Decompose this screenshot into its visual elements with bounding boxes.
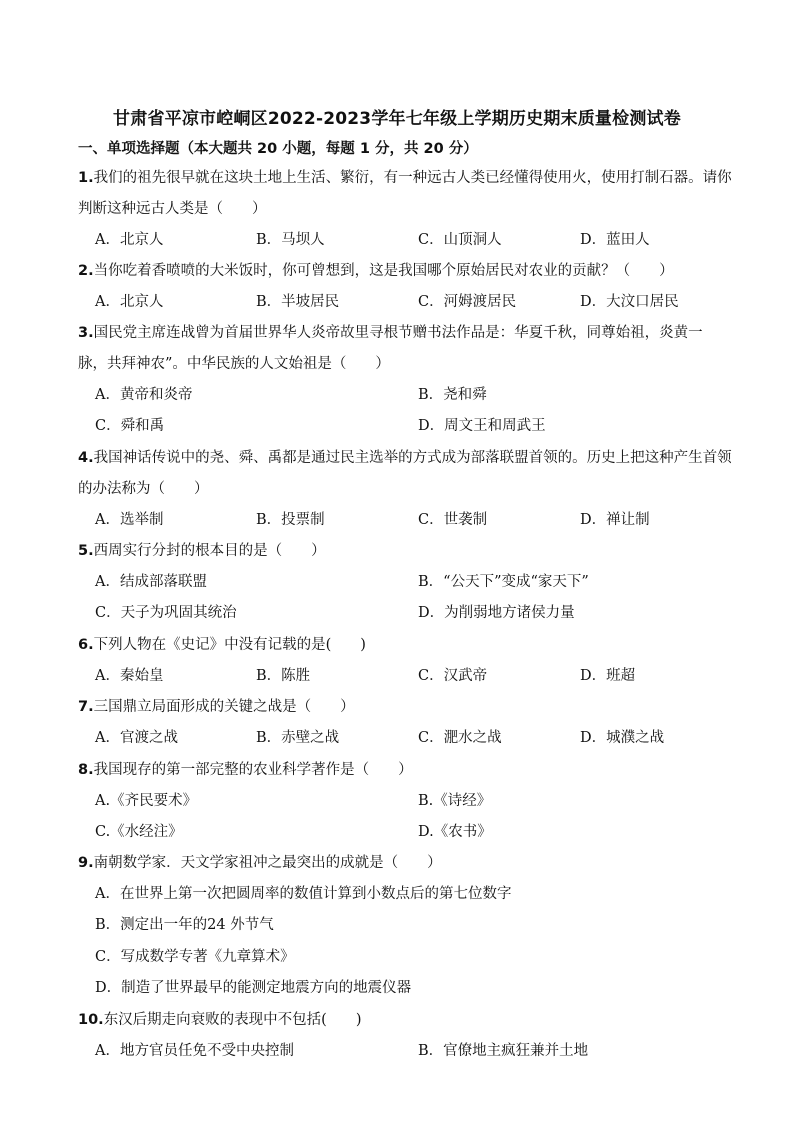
question-text: 国民党主席连战曾为首届世界华人炎帝故里寻根节赠书法作品是：华夏千秋，同尊始祖，炎黄一	[93, 325, 703, 341]
question-text: 我国神话传说中的尧、舜、禹都是通过民主选举的方式成为部落联盟首领的。历史上把这种产生首领	[93, 450, 732, 466]
question-5	[78, 539, 326, 560]
question-number: 6.	[78, 637, 94, 653]
option-a: A．秦始皇	[95, 668, 164, 684]
option-a: A.《齐民要术》	[95, 793, 198, 809]
option-d: D．为削弱地方诸侯力量	[418, 605, 575, 621]
question-text: 我国现存的第一部完整的农业科学著作是（ ）	[93, 762, 413, 778]
option-b: B．半坡居民	[256, 294, 340, 310]
option-d: D．蓝田人	[580, 232, 650, 248]
option-a: A．地方官员任免不受中央控制	[95, 1043, 294, 1059]
option-c: C．舜和禹	[95, 418, 165, 434]
question-text: 南朝数学家．天文学家祖冲之最突出的成就是（ ）	[93, 855, 442, 871]
question-number: 1.	[78, 170, 94, 186]
option-d: D．班超	[580, 668, 636, 684]
question-text-continued: 的办法称为（ ）	[78, 481, 209, 497]
question-8	[78, 758, 413, 779]
question-3	[78, 321, 703, 342]
question-number: 5.	[78, 543, 94, 559]
question-7	[78, 695, 355, 716]
question-text: 当你吃着香喷喷的大米饭时，你可曾想到，这是我国哪个原始居民对农业的贡献？（ ）	[93, 263, 674, 279]
question-number: 9.	[78, 855, 94, 871]
question-text-continued: 脉，共拜神农”。中华民族的人文始祖是（ ）	[78, 356, 390, 372]
option-b: B．测定出一年的24 外节气	[95, 917, 274, 933]
question-number: 7.	[78, 699, 94, 715]
option-a: A．黄帝和炎帝	[95, 387, 193, 403]
section-heading: 一、单项选择题（本大题共 20 小题，每题 1 分，共 20 分）	[78, 141, 478, 157]
option-c: C.《水经注》	[95, 824, 183, 840]
option-c: C．河姆渡居民	[418, 294, 517, 310]
question-text: 西周实行分封的根本目的是（ ）	[93, 543, 326, 559]
option-b: B．“公天下”变成“家天下”	[418, 574, 589, 590]
question-text: 三国鼎立局面形成的关键之战是（ ）	[93, 699, 355, 715]
option-c: C．天子为巩固其统治	[95, 605, 237, 621]
question-1	[78, 166, 732, 187]
option-d: D．禅让制	[580, 512, 650, 528]
question-6	[78, 633, 366, 654]
option-d: D．制造了世界最早的能测定地震方向的地震仪器	[95, 980, 412, 996]
option-c: C．山顶洞人	[418, 232, 502, 248]
option-b: B．投票制	[256, 512, 325, 528]
option-b: B.《诗经》	[418, 793, 492, 809]
option-d: D．周文王和周武王	[418, 418, 546, 434]
option-b: B．陈胜	[256, 668, 311, 684]
question-4	[78, 446, 732, 467]
question-2	[78, 259, 674, 280]
question-text-continued: 判断这种远古人类是（ ）	[78, 201, 267, 217]
option-b: B．官僚地主疯狂兼并土地	[418, 1043, 589, 1059]
option-a: A．北京人	[95, 294, 164, 310]
question-number: 3.	[78, 325, 94, 341]
page-title: 甘肃省平凉市崆峒区2022-2023学年七年级上学期历史期末质量检测试卷	[113, 109, 681, 129]
question-10	[78, 1008, 362, 1029]
option-c: C．世袭制	[418, 512, 488, 528]
option-d: D．城濮之战	[580, 730, 665, 746]
option-b: B．赤壁之战	[256, 730, 340, 746]
option-a: A．结成部落联盟	[95, 574, 207, 590]
option-c: C．写成数学专著《九章算术》	[95, 949, 295, 965]
option-d: D.《农书》	[418, 824, 492, 840]
option-b: B．尧和舜	[418, 387, 487, 403]
question-number: 2.	[78, 263, 94, 279]
option-c: C．淝水之战	[418, 730, 502, 746]
question-text: 下列人物在《史记》中没有记载的是( )	[93, 637, 366, 653]
question-number: 10.	[78, 1012, 104, 1028]
question-text: 东汉后期走向衰败的表现中不包括( )	[103, 1012, 362, 1028]
option-b: B．马坝人	[256, 232, 325, 248]
option-d: D．大汶口居民	[580, 294, 679, 310]
option-a: A．北京人	[95, 232, 164, 248]
question-text: 我们的祖先很早就在这块土地上生活、繁衍，有一种远古人类已经懂得使用火，使用打制石器。请你	[93, 170, 732, 186]
option-a: A．在世界上第一次把圆周率的数值计算到小数点后的第七位数字	[95, 886, 512, 902]
option-c: C．汉武帝	[418, 668, 488, 684]
option-a: A．官渡之战	[95, 730, 178, 746]
question-9	[78, 851, 442, 872]
question-number: 4.	[78, 450, 94, 466]
question-number: 8.	[78, 762, 94, 778]
option-a: A．选举制	[95, 512, 164, 528]
